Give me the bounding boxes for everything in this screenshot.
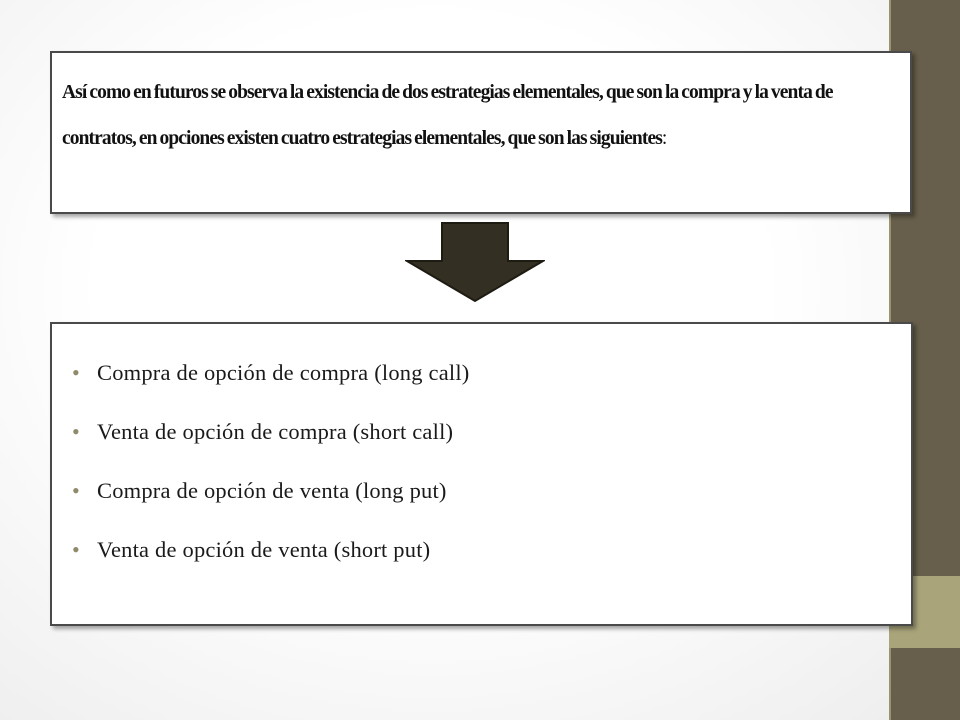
bullet-icon: • <box>72 418 80 444</box>
intro-text <box>62 70 902 162</box>
strategies-list <box>72 343 469 579</box>
strategies-box <box>50 322 913 626</box>
list-item <box>72 343 469 402</box>
list-item <box>72 520 469 579</box>
strategy-short-call: Venta de opción de compra (short call) <box>97 418 454 444</box>
intro-colon: : <box>661 128 667 149</box>
bullet-icon: • <box>72 477 80 503</box>
down-arrow-icon <box>405 221 545 303</box>
strategy-long-call: Compra de opción de compra (long call) <box>97 359 470 385</box>
intro-box <box>50 51 912 214</box>
intro-sentence: Así como en futuros se observa la existencia de dos estrategias elementales, que son la compra y la venta de contratos, en opciones existen cuatro estrategias elementales, que son las siguientes <box>62 82 833 149</box>
strategy-short-put: Venta de opción de venta (short put) <box>97 536 431 562</box>
list-item <box>72 402 469 461</box>
bullet-icon: • <box>72 359 80 385</box>
list-item <box>72 461 469 520</box>
strategy-long-put: Compra de opción de venta (long put) <box>97 477 447 503</box>
bullet-icon: • <box>72 536 80 562</box>
